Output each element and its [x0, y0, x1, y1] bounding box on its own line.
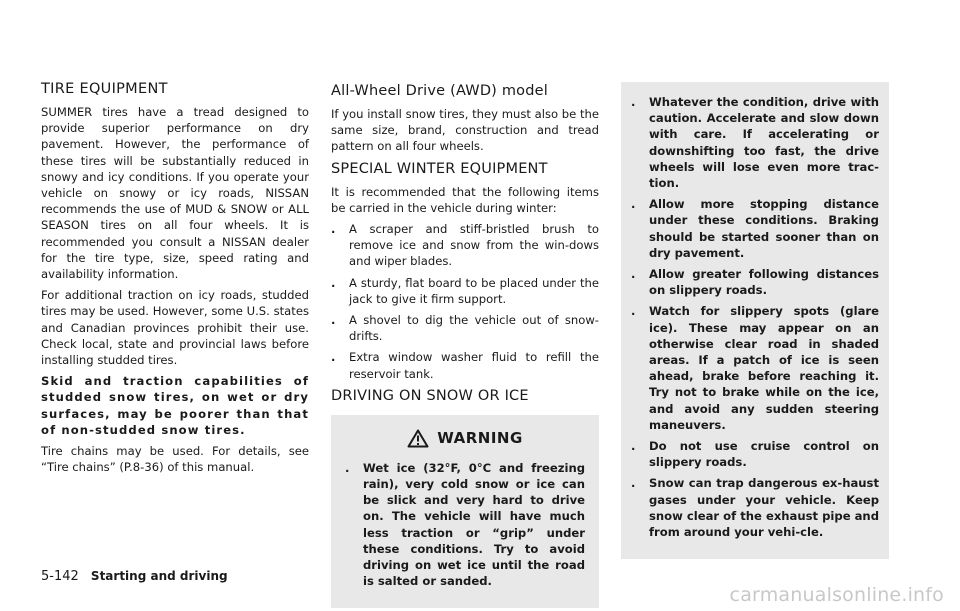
tire-equipment-heading: TIRE EQUIPMENT [41, 81, 168, 97]
bullet: . [631, 476, 636, 491]
bullet: . [345, 460, 350, 475]
bullet: . [331, 313, 336, 328]
driving-tips-list [631, 94, 879, 540]
section-title: Starting and driving [90, 569, 228, 583]
bullet: . [631, 304, 636, 319]
page-footer [41, 569, 228, 584]
list-item: . Extra window washer fluid to refill the reservoir tank. [331, 350, 599, 381]
warning-items-list [345, 460, 585, 590]
bullet: . [331, 222, 336, 237]
list-item: . Wet ice (32°F, 0°C and freezing rain), very cold snow or ice can be slick and very hard to drive on. The vehicle will have much less traction or “grip” under these conditions. Try to avoid driving on wet ice until the road is salted or sanded. [345, 460, 585, 589]
list-item: . Do not use cruise control on slippery roads. [631, 439, 879, 470]
list-item: . Watch for slippery spots (glare ice). These may appear on an otherwise clear road in shaded areas. If a patch of ice is seen ahead, brake before reaching it. Try not to brake while on the ice, and avoid any sudden steering maneuvers. [631, 304, 879, 432]
warning-icon [407, 429, 429, 448]
column-1 [41, 80, 309, 480]
list-item: . Allow more stopping distance under these conditions. Braking should be started sooner than on dry pavement. [631, 197, 879, 260]
bullet: . [331, 275, 336, 290]
bullet: . [331, 350, 336, 365]
list-item: . Snow can trap dangerous ex-haust gases under your vehicle. Keep snow clear of the exhaust pipe and from around your vehi-cle. [631, 476, 879, 540]
tire-para-4: Tire chains may be used. For details, see “Tire chains” (P.8-36) of this manual. [41, 444, 309, 475]
list-item: . A scraper and stiff-bristled brush to remove ice and snow from the win-dows and wiper blades. [331, 222, 599, 269]
awd-para: If you install snow tires, they must also be the same size, brand, construction and tread pattern on all four wheels. [331, 107, 599, 154]
special-para: It is recommended that the following items be carried in the vehicle during winter: [331, 184, 599, 215]
awd-heading: All-Wheel Drive (AWD) model [331, 83, 548, 99]
warning-box [331, 415, 599, 609]
warning-title: WARNING [437, 429, 523, 448]
driving-heading: DRIVING ON SNOW OR ICE [331, 387, 529, 404]
tire-para-1: SUMMER tires have a tread designed to provide superior performance on dry pavement. However, the performance of these tires will be substantially reduced in snowy and icy conditions. If you operate your vehicle on snowy or icy roads, NISSAN recommends the use of MUD & SNOW or ALL SEASON tires on all four wheels. It is recommended you consult a NISSAN dealer for the tire type, size, speed rating and availability information. [41, 105, 309, 282]
warning-header [345, 429, 585, 448]
bullet: . [631, 197, 636, 212]
tire-para-3: Skid and traction capabilities of studded snow tires, on wet or dry surfaces, may be poorer than that of non-studded snow tires. [41, 374, 309, 437]
column-3 [621, 82, 889, 559]
watermark-text: carmanualsonline.info [729, 584, 944, 606]
list-item: . Whatever the condition, drive with caution. Accelerate and slow down with care. If accelerating or downshifting too fast, the drive wheels will lose even more trac-tion. [631, 95, 879, 191]
special-items-list [331, 221, 599, 382]
list-item: . A shovel to dig the vehicle out of snow-drifts. [331, 313, 599, 344]
special-winter-heading: SPECIAL WINTER EQUIPMENT [331, 160, 548, 177]
bullet: . [631, 439, 636, 454]
list-item: . A sturdy, flat board to be placed under the jack to give it firm support. [331, 275, 599, 306]
page-number: 5-142 [41, 569, 79, 584]
list-item: . Allow greater following distances on slippery roads. [631, 267, 879, 298]
column-2 [331, 82, 599, 608]
tire-para-2: For additional traction on icy roads, studded tires may be used. However, some U.S. states and Canadian provinces prohibit their use. Check local, state and provincial laws before installing studded tires. [41, 288, 309, 368]
bullet: . [631, 267, 636, 282]
bullet: . [631, 95, 636, 109]
warning-continued-box [621, 82, 889, 559]
